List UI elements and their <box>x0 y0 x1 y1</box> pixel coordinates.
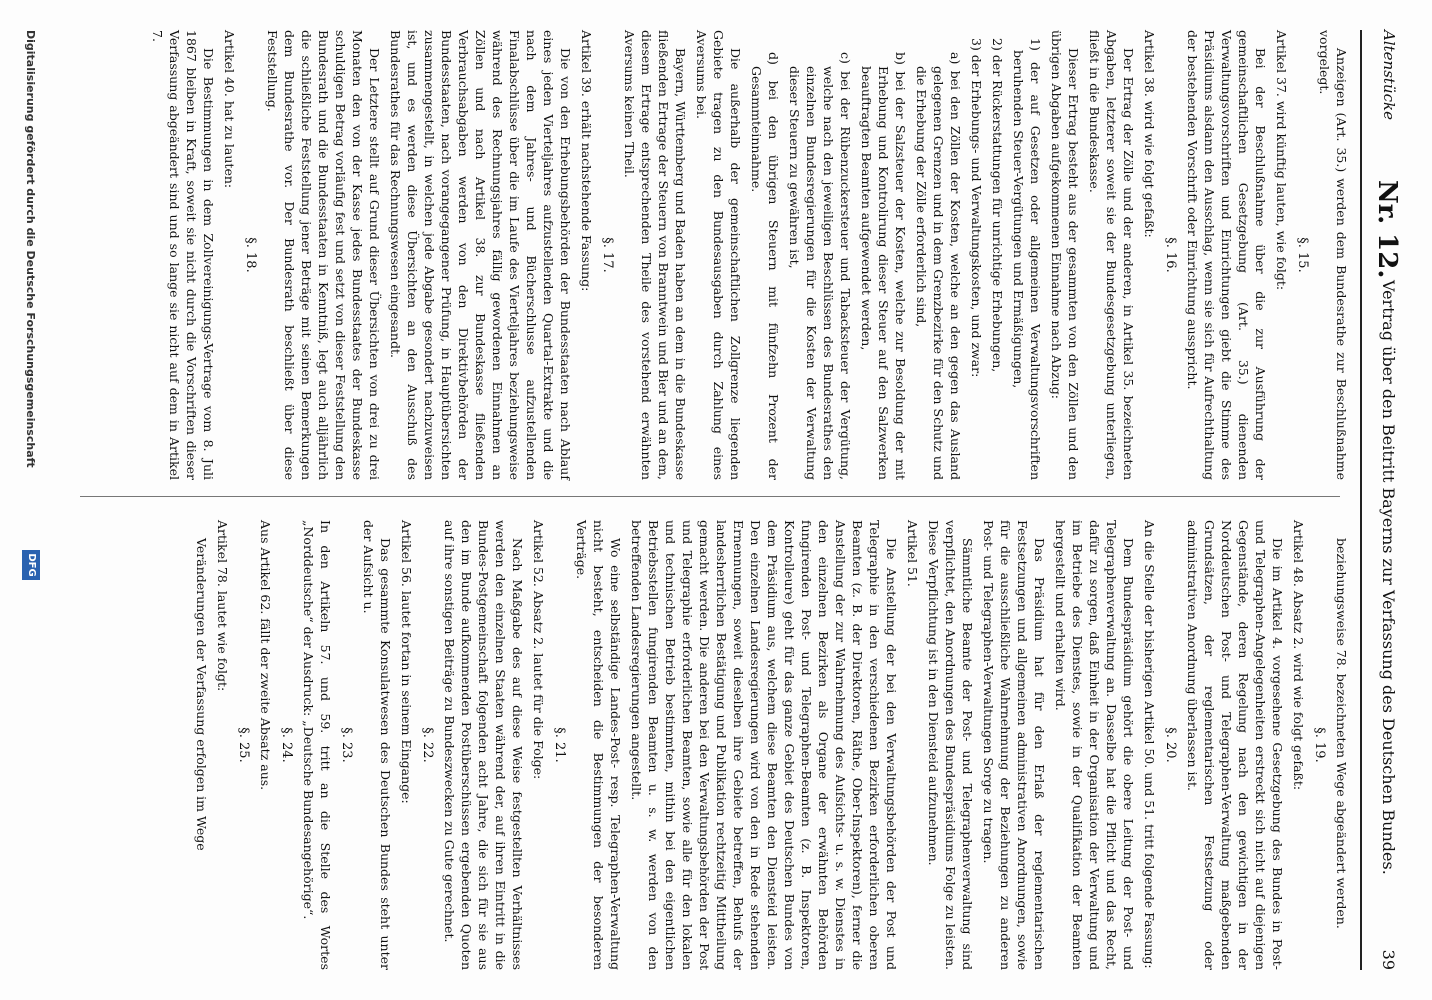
section-heading: §. 24. <box>279 727 294 763</box>
page-number: 39 <box>1379 949 1398 970</box>
paragraph: Artikel 48. Absatz 2. wird wie folgt gefaßt: <box>1291 520 1306 791</box>
section-heading: §. 20. <box>1163 727 1178 763</box>
paragraph: beziehungsweise 78. bezeichneten Wege abgeändert werden. <box>1334 538 1349 929</box>
section-heading: §. 17. <box>600 237 615 273</box>
section-heading: §. 16. <box>1163 237 1178 273</box>
paragraph: Artikel 37. wird künftig lauten, wie folgt: <box>1274 30 1289 291</box>
paragraph: Das gesammte Konsulatwesen des Deutschen Bundes steht unter der Aufsicht u. <box>361 520 393 970</box>
section-heading: §. 15. <box>1295 237 1310 273</box>
paragraph: Artikel 52. Absatz 2. lautet für die Folge: <box>531 520 546 780</box>
section-heading: §. 23. <box>339 727 354 763</box>
dfg-logo: DFG <box>22 550 40 580</box>
paragraph: Veränderungen der Verfassung erfolgen im Wege <box>194 538 209 851</box>
paragraph: Artikel 51. <box>905 520 920 587</box>
paragraph: 1) der auf Gesetzen oder allgemeinen Verwaltungsvorschriften beruhenden Steuer-Vergütungen und Ermäßigungen, <box>1011 38 1043 480</box>
paragraph: Die Bestimmungen in dem Zollvereinigungs-Vertrage vom 8. Juli 1867 bleiben in Kraft, soweit sie nicht durch die Vorschriften dieser Verfassung abgeändert sind und so lange sie nicht auf dem in Artikel 7. <box>150 30 216 480</box>
paragraph: b) bei der Salzsteuer der Kosten, welche zur Besoldung der mit Erhebung und Kontrolirung dieser Steuer auf den Salzwerken beauftragten Beamten aufgewendet werden, <box>859 52 908 480</box>
header-left: Altenstücke <box>1380 30 1398 120</box>
paragraph: Nach Maßgabe des auf diese Weise festgestellten Verhältnisses werden den einzelnen Staaten während der, auf ihren Eintritt in die Bundes-Postgemeinschaft folgenden acht Jahre, die sich für sie aus den im Bunde aufkommenden Postüberschüssen ergebenden Quoten auf ihre sonstigen Beiträge zu Bundeszwecken zu Gute gerechnet. <box>442 520 525 970</box>
paragraph: Artikel 39. erhält nachstehende Fassung: <box>579 30 594 292</box>
paragraph: Artikel 78. lautet wie folgt: <box>215 520 230 692</box>
document-number: Nr. 12. <box>1372 180 1402 279</box>
paragraph: In den Artikeln 57. und 59. tritt an die Stelle des Wortes „Norddeutsche“ der Ausdruck: „Deutsche Bundesangehörige“. <box>301 520 333 970</box>
paragraph: c) bei der Rübenzuckersteuer und Tabacksteuer der Vergütung, welche nach den jeweiligen Beschlüssen des Bundesrathes den einzelnen Bundesregierungen für die Kosten der Verwaltung dieser Steuern zu gewähren ist, <box>787 52 853 480</box>
paragraph: Wo eine selbständige Landes-Post- resp. Telegraphen-Verwaltung nicht besteht, entscheiden die Bestimmungen der besonderen Verträge. <box>574 520 623 970</box>
section-heading: §. 18. <box>243 237 258 273</box>
page-title: Vertrag über den Beitritt Bayerns zur Verfassung des Deutschen Bundes. <box>1379 280 1398 875</box>
paragraph: Das Präsidium hat für den Erlaß der reglementarischen Festsetzungen und allgemeinen administrativen Anordnungen, sowie für die ausschließliche Wahrnehmung der Beziehungen zu anderen Post- und Telegraphen-Verwaltungen Sorge zu tragen. <box>981 520 1047 970</box>
paragraph: Artikel 38. wird wie folgt gefaßt: <box>1142 30 1157 238</box>
paragraph: Artikel 56. lautet fortan in seinem Eingange: <box>399 520 414 804</box>
paragraph: Dieser Ertrag besteht aus der gesammten von den Zöllen und den übrigen Abgaben aufgekommenen Einnahme nach Abzug: <box>1049 30 1081 480</box>
paragraph: 3) der Erhebungs- und Verwaltungskosten, und zwar: <box>969 38 984 378</box>
paragraph: Aus Artikel 62. fällt der zweite Absatz aus. <box>258 520 273 791</box>
paragraph: Anzeigen (Art. 35.) werden dem Bundesrathe zur Beschlußnahme vorgelegt. <box>1317 30 1349 480</box>
paragraph: Die von den Erhebungsbehörden der Bundesstaaten nach Ablauf eines jeden Vierteljahres aufzustellenden Quartal-Extrakte und die nach dem Jahres- und Bücherschlusse aufzustellenden Finalabschlüsse über die im Laufe des Vierteljahres beziehungsweise während des Rechnungsjahres fällig gewordenen Einnahmen an Zöllen und nach Artikel 38. zur Bundeskasse fließenden Verbrauchsabgaben werden von den Direktivbehörden der Bundesstaaten, nach vorangegangener Prüfung, in Hauptübersichten zusammengestellt, in welchen jede Abgabe gesondert nachzuweisen ist, und es werden diese Übersichten an den Ausschuß des Bundesrathes für das Rechnungswesen eingesandt. <box>388 30 573 480</box>
page-header <box>1360 30 1402 970</box>
section-heading: §. 22. <box>420 727 435 763</box>
paragraph: 2) der Rückerstattungen für unrichtige Erhebungen, <box>990 38 1005 373</box>
section-heading: §. 19. <box>1312 727 1327 763</box>
paragraph: Die außerhalb der gemeinschaftlichen Zollgrenze liegenden Gebiete tragen zu den Bundesausgaben durch Zahlung eines Aversums bei. <box>694 30 743 480</box>
column-divider <box>80 496 1340 497</box>
paragraph: Dem Bundespräsidium gehört die obere Leitung der Post- und Telegraphenverwaltung an. Dasselbe hat die Pflicht und das Recht, dafür zu sorgen, daß Einheit in der Organisation der Verwaltung und im Betriebe des Dienstes, sowie in der Qualifikation der Beamten hergestellt und erhalten wird. <box>1053 520 1136 970</box>
paragraph: a) bei den Zöllen der Kosten, welche an den gegen das Ausland gelegenen Grenzen und in dem Grenzbezirke für den Schutz und die Erhebung der Zölle erforderlich sind, <box>914 52 963 480</box>
left-column <box>60 30 1350 480</box>
paragraph: Der Letztere stellt auf Grund dieser Übersichten von drei zu drei Monaten den von der Kasse jedes Bundesstaates der Bundeskasse schuldigen Betrag vorläufig fest und setzt von dieser Feststellung den Bundesrath und die Bundesstaaten in Kenntniß, legt auch alljährlich die schließliche Feststellung jener Beträge mit seinen Bemerkungen dem Bundesrathe vor. Der Bundesrath beschließt über diese Feststellung. <box>265 30 382 480</box>
paragraph: Bei der Beschlußnahme über die zur Ausführung der gemeinschaftlichen Gesetzgebung (Art. 35.) dienenden Verwaltungsvorschriften und Einrichtungen giebt die Stimme des Präsidiums alsdann den Ausschlag, wenn sie sich für Aufrechthaltung der bestehenden Vorschrift oder Einrichtung ausspricht. <box>1185 30 1268 480</box>
paragraph: Die im Artikel 4. vorgesehene Gesetzgebung des Bundes in Post- und Telegraphen-Angelegenheiten erstreckt sich nicht auf diejenigen Gegenstände, deren Regelung nach den gewichtigen in der Norddeutschen Post- und Telegraphen-Verwaltung maßgebenden Grundsätzen, der reglementarischen Festsetzung oder administrativen Anordnung überlassen ist. <box>1185 520 1285 970</box>
paragraph: Die Anstellung der bei den Verwaltungsbehörden der Post und Telegraphie in den verschiedenen Bezirken erforderlichen oberen Beamten (z. B. der Direktoren, Räthe, Ober-Inspektoren), ferner die Anstellung der zur Wahrnehmung des Aufsichts- u. s. w. Dienstes in den einzelnen Bezirken als Organe der erwähnten Behörden fungirenden Post- und Telegraphen-Beamten (z. B. Inspektoren, Kontrolleure) geht für das ganze Gebiet des Deutschen Bundes von dem Präsidium aus, welchem diese Beamten den Diensteid leisten. Den einzelnen Landesregierungen wird von den in Rede stehenden Ernennungen, soweit dieselben ihre Gebiete betreffen, Behufs der landesherrlichen Bestätigung und Publikation rechtzeitig Mittheilung gemacht werden. Die anderen bei den Verwaltungsbehörden der Post und Telegraphie erforderlichen Beamten, sowie alle für den lokalen und technischen Betrieb bestimmten, mithin bei den eigentlichen Betriebsstellen fungirenden Beamten u. s. w. werden von den betreffenden Landesregierungen angestellt. <box>629 520 899 970</box>
paragraph: Sämmtliche Beamte der Post- und Telegraphenverwaltung sind verpflichtet, den Anordnungen des Bundespräsidiums Folge zu leisten. Diese Verpflichtung ist in den Diensteid aufzunehmen. <box>926 520 975 970</box>
section-heading: §. 25. <box>236 727 251 763</box>
footer-text: Digitalisierung gefördert durch die Deutsche Forschungsgemeinschaft <box>24 30 37 468</box>
paragraph: An die Stelle der bisherigen Artikel 50. und 51. tritt folgende Fassung: <box>1142 520 1157 969</box>
paragraph: d) bei den übrigen Steuern mit fünfzehn Prozent der Gesammteinnahme. <box>749 52 781 480</box>
paragraph: Bayern, Württemberg und Baden haben an dem in die Bundeskasse fließenden Ertrage der Steuern von Branntwein und Bier und an dem, diesem Ertrage entsprechenden Theile des vorstehend erwähnten Aversums keinen Theil. <box>622 30 688 480</box>
paragraph: Der Ertrag der Zölle und der anderen, in Artikel 35. bezeichneten Abgaben, letzterer soweit sie der Bundesgesetzgebung unterliegen, fließt in die Bundeskasse. <box>1087 30 1136 480</box>
section-heading: §. 21. <box>552 727 567 763</box>
paragraph: Artikel 40. hat zu lauten: <box>222 30 237 189</box>
right-column <box>60 520 1350 970</box>
